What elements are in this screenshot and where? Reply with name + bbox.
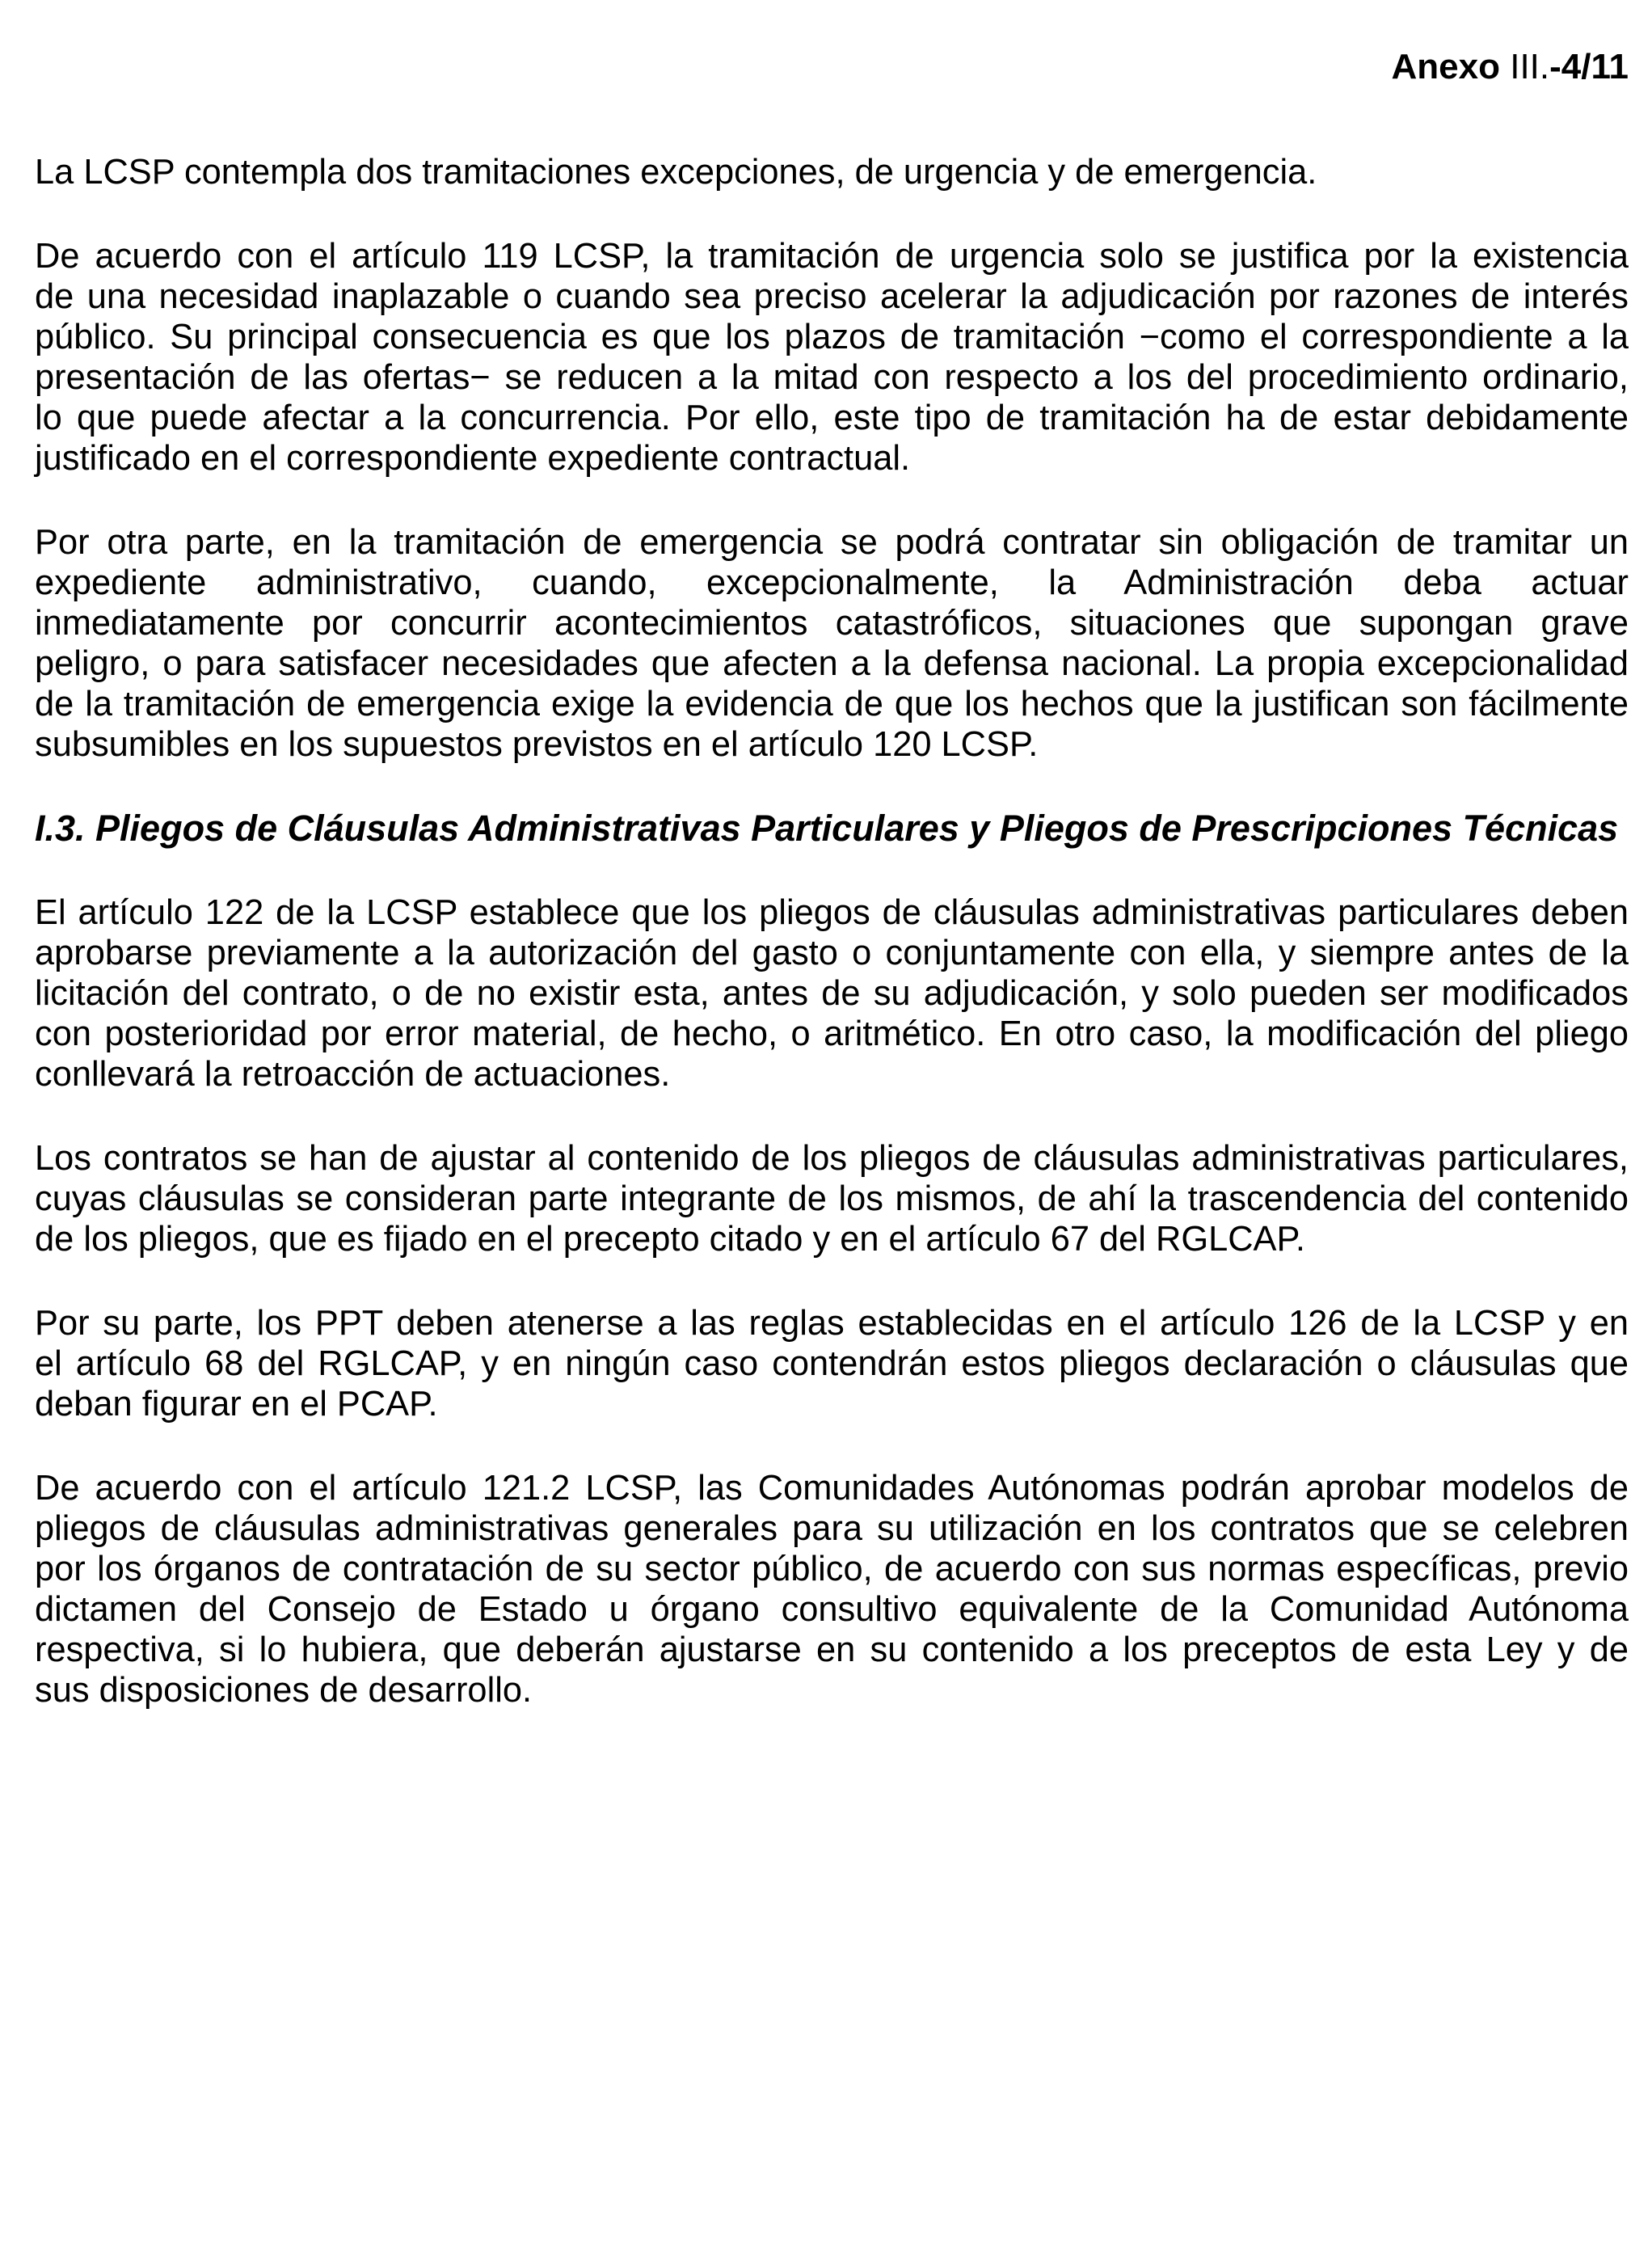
text-line: De acuerdo con el artículo 119 LCSP, la tramitación de urgencia solo se justifica por la existencia — [35, 237, 1629, 276]
header-annex-label: Anexo — [1391, 47, 1511, 86]
text-line: lo que puede afectar a la concurrencia. Por ello, este tipo de tramitación ha de estar debidamente — [35, 399, 1629, 437]
text-line: por los órganos de contratación de su sector público, de acuerdo con sus normas específicas, previo — [35, 1550, 1629, 1588]
header-page-number: -4/11 — [1549, 47, 1629, 86]
text-line: respectiva, si lo hubiera, que deberán ajustarse en su contenido a los preceptos de esta Ley y de — [35, 1630, 1629, 1669]
text-line: de una necesidad inaplazable o cuando sea preciso acelerar la adjudicación por razones de interés — [35, 277, 1629, 316]
page-content — [35, 47, 1629, 1754]
text-line: cuyas cláusulas se consideran parte integrante de los mismos, de ahí la trascendencia del contenido — [35, 1179, 1629, 1218]
text-line: subsumibles en los supuestos previstos en el artículo 120 LCSP. — [35, 725, 1039, 764]
text-line: con posterioridad por error material, de hecho, o aritmético. En otro caso, la modificación del pliego — [35, 1014, 1629, 1053]
text-line: Por su parte, los PPT deben atenerse a las reglas establecidas en el artículo 126 de la LCSP y en — [35, 1304, 1629, 1343]
text-line: conllevará la retroacción de actuaciones. — [35, 1055, 671, 1094]
text-line: El artículo 122 de la LCSP establece que los pliegos de cláusulas administrativas particulares deben — [35, 893, 1629, 932]
text-line: peligro, o para satisfacer necesidades que afecten a la defensa nacional. La propia excepcionalidad — [35, 644, 1629, 683]
text-line: expediente administrativo, cuando, excepcionalmente, la Administración deba actuar — [35, 563, 1629, 602]
paragraph-tramitacion-emergencia — [35, 522, 1629, 765]
paragraph-intro — [35, 152, 1629, 192]
text-line: el artículo 68 del RGLCAP, y en ningún caso contendrán estos pliegos declaración o cláusulas que — [35, 1344, 1629, 1383]
text-line: licitación del contrato, o de no existir esta, antes de su adjudicación, y solo pueden ser modificados — [35, 974, 1629, 1013]
text-line: justificado en el correspondiente expediente contractual. — [35, 439, 911, 478]
text-line: presentación de las ofertas− se reducen a la mitad con respecto a los del procedimiento ordinario, — [35, 358, 1629, 397]
text-line: pliegos de cláusulas administrativas generales para su utilización en los contratos que se celebren — [35, 1509, 1629, 1548]
text-line: Por otra parte, en la tramitación de emergencia se podrá contratar sin obligación de tramitar un — [35, 523, 1629, 562]
paragraph-contratos-ajuste — [35, 1138, 1629, 1259]
text-line: público. Su principal consecuencia es que los plazos de tramitación −como el correspondiente a la — [35, 318, 1629, 356]
header-annex-roman-numeral: III. — [1510, 47, 1550, 86]
text-line: La LCSP contempla dos tramitaciones excepciones, de urgencia y de emergencia. — [35, 153, 1317, 192]
text-line: Los contratos se han de ajustar al contenido de los pliegos de cláusulas administrativas particulares, — [35, 1139, 1629, 1178]
text-line: aprobarse previamente a la autorización del gasto o conjuntamente con ella, y siempre antes de la — [35, 934, 1629, 972]
paragraph-pliegos-aprobacion — [35, 892, 1629, 1095]
text-line: deban figurar en el PCAP. — [35, 1385, 438, 1424]
paragraph-ccaa-modelos — [35, 1468, 1629, 1710]
text-line: De acuerdo con el artículo 121.2 LCSP, las Comunidades Autónomas podrán aprobar modelos de — [35, 1469, 1629, 1508]
text-line: de los pliegos, que es fijado en el precepto citado y en el artículo 67 del RGLCAP. — [35, 1220, 1305, 1259]
section-heading-i3: I.3. Pliegos de Cláusulas Administrativas Particulares y Pliegos de Prescripciones Técnicas — [35, 808, 1619, 849]
text-line: inmediatamente por concurrir acontecimientos catastróficos, situaciones que supongan grave — [35, 604, 1629, 643]
text-line: sus disposiciones de desarrollo. — [35, 1671, 533, 1710]
paragraph-ppt-reglas — [35, 1303, 1629, 1424]
text-line: dictamen del Consejo de Estado u órgano consultivo equivalente de la Comunidad Autónoma — [35, 1590, 1629, 1629]
paragraph-tramitacion-urgencia — [35, 236, 1629, 479]
page-header — [35, 47, 1629, 87]
text-line: de la tramitación de emergencia exige la evidencia de que los hechos que la justifican son fácilmente — [35, 685, 1629, 723]
